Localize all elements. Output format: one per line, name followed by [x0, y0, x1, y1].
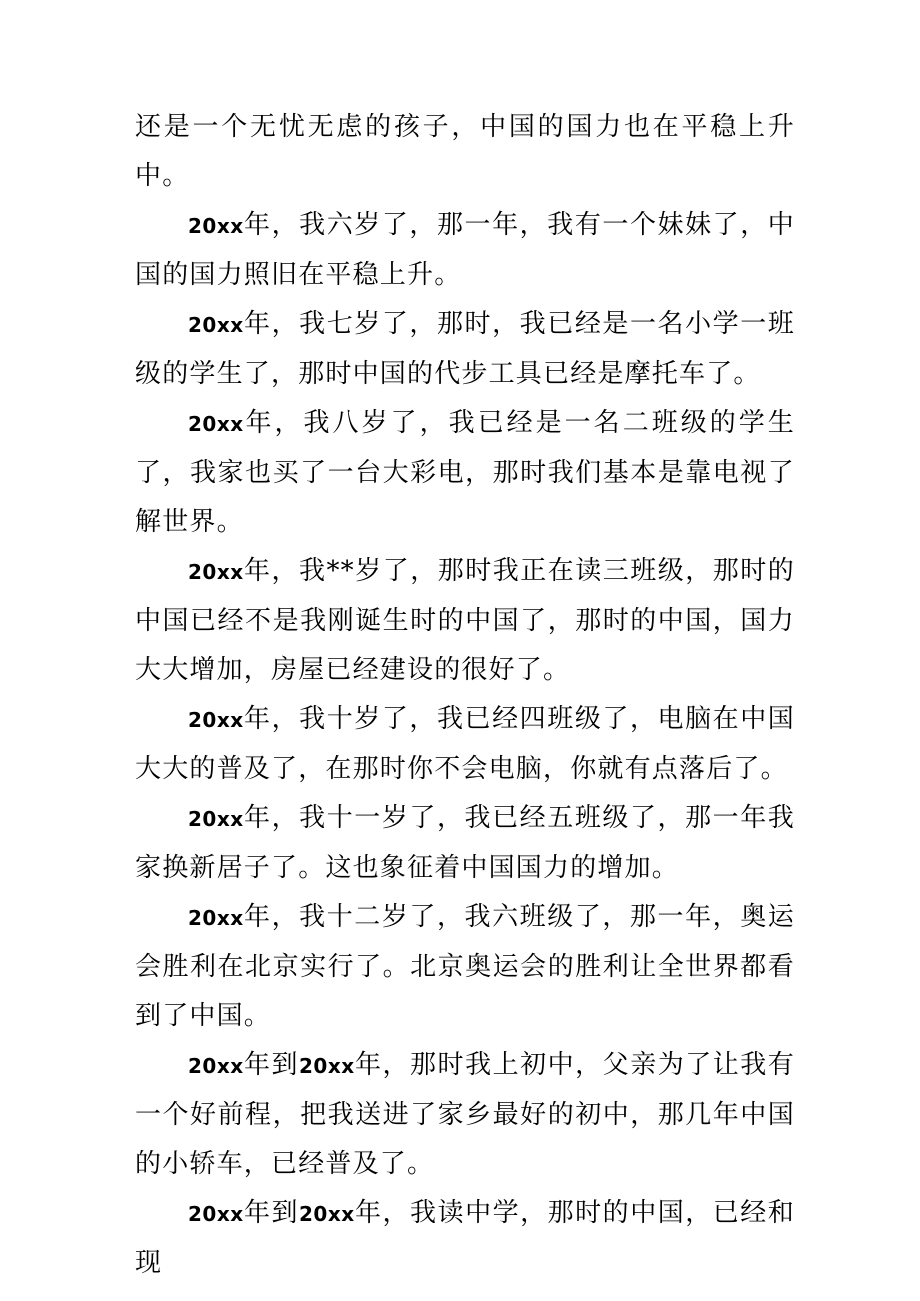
paragraph [135, 1041, 795, 1189]
year-label: 20xx [188, 708, 244, 732]
paragraph-text: 年，我七岁了，那时，我已经是一名小学一班级的学生了，那时中国的代步工具已经是摩托车了。 [135, 309, 795, 389]
year-label: 20xx [188, 560, 244, 584]
year-label: 20xx [188, 1054, 244, 1078]
year-label: 20xx [188, 214, 244, 238]
paragraph-text: 年，我**岁了，那时我正在读三班级，那时的中国已经不是我刚诞生时的中国了，那时的中国，国力大大增加，房屋已经建设的很好了。 [135, 556, 795, 685]
paragraph-text: 年，我十岁了，我已经四班级了，电脑在中国大大的普及了，在那时你不会电脑，你就有点落后了。 [135, 704, 795, 784]
year-label: 20xx [188, 313, 244, 337]
paragraph-text: 年，我读中学，那时的中国，已经和现 [135, 1198, 796, 1278]
paragraph-text: 年，我十一岁了，我已经五班级了，那一年我家换新居子了。这也象征着中国国力的增加。 [135, 803, 795, 883]
paragraph [135, 794, 795, 893]
document-body [135, 103, 795, 1288]
paragraph [135, 103, 795, 201]
paragraph [135, 201, 795, 300]
year-label: 20xx [299, 1202, 355, 1226]
year-label: 20xx [188, 412, 244, 436]
year-label: 20xx [188, 1202, 244, 1226]
paragraph-text: 还是一个无忧无虑的孩子，中国的国力也在平稳上升中。 [135, 112, 795, 191]
year-label: 20xx [299, 1054, 355, 1078]
paragraph-text: 年到 [243, 1198, 300, 1228]
year-label: 20xx [188, 906, 244, 930]
paragraph-text: 年，我六岁了，那一年，我有一个妹妹了，中国的国力照旧在平稳上升。 [135, 210, 795, 290]
paragraph [135, 1189, 795, 1288]
paragraph-text: 年，那时我上初中，父亲为了让我有一个好前程，把我送进了家乡最好的初中，那几年中国的小轿车，已经普及了。 [135, 1050, 796, 1179]
paragraph-text: 年，我十二岁了，我六班级了，那一年，奥运会胜利在北京实行了。北京奥运会的胜利让全世界都看到了中国。 [135, 902, 795, 1031]
paragraph [135, 300, 795, 399]
paragraph [135, 695, 795, 794]
paragraph [135, 399, 795, 547]
paragraph-text: 年，我八岁了，我已经是一名二班级的学生了，我家也买了一台大彩电，那时我们基本是靠电视了解世界。 [135, 408, 795, 537]
year-label: 20xx [188, 807, 244, 831]
paragraph [135, 547, 795, 695]
paragraph-text: 年到 [243, 1050, 300, 1080]
paragraph [135, 893, 795, 1041]
